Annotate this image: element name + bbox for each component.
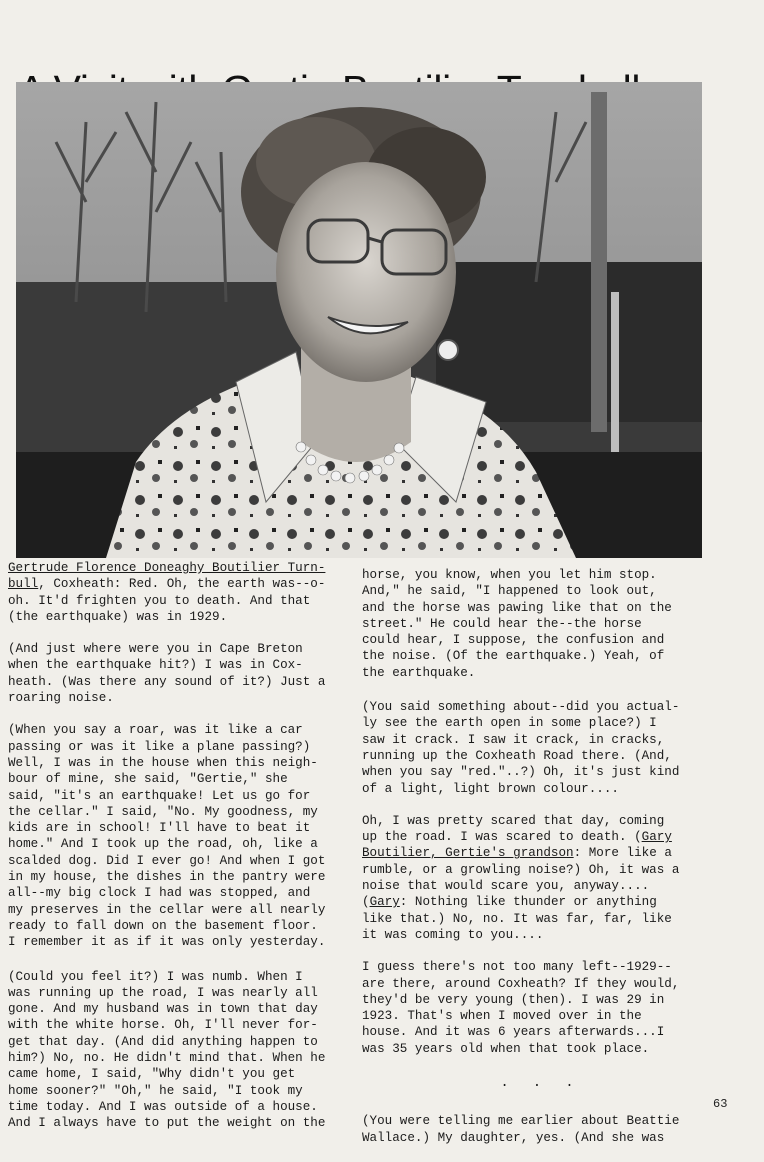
paragraph-7-part-c: : Nothing like thunder or anything like that.) No, no. It was far, far, like it was coming to you.... bbox=[362, 895, 672, 942]
right-column bbox=[362, 567, 712, 1162]
paragraph-7-part-b: : More like a rumble, or a growling noise?) Oh, it was a noise that would scare you, anyway.... ( bbox=[362, 846, 680, 910]
paragraph-6: (You said something about--did you actual- ly see the earth open in some place?) I saw it crack. I saw it crack, in cracks, running up the Coxheath Road there. (And, when you say "red."..?) Oh, it's just kind of a light, light brown colour.... bbox=[362, 700, 680, 796]
paragraph-5: horse, you know, when you let him stop. And," he said, "I happened to look out, and the horse was pawing like that on the street." He could hear the--the horse could hear, I suppose, the confusion and the noise. (Of the earthquake.) Yeah, of the earthquake. bbox=[362, 568, 672, 680]
interviewer-name: Gary Boutilier, Gertie's grandson bbox=[362, 830, 672, 861]
paragraph-8: I guess there's not too many left--1929-- are there, around Coxheath? If they would, they'd be very young (then). I was 29 in 1923. That's when I moved over in the house. And it was 6 years afterwards...I was 35 years old when that took place. bbox=[362, 960, 680, 1056]
left-column bbox=[8, 560, 348, 1148]
paragraph-4: (Could you feel it?) I was numb. When I was running up the road, I was nearly all gone. And my husband was in town that day with the white horse. Oh, I'll never for- get that day. (And did anything happen to him?) No, no. He didn't mind that. When he came home, I said, "Why didn't you get home sooner?" "Oh," he said, "I took my time today. And I was outside of a house. And I always have to put the weight on the bbox=[8, 969, 326, 1131]
portrait-photo bbox=[16, 82, 702, 558]
paragraph-1-text: , Coxheath: Red. Oh, the earth was--o- oh. It'd frighten you to death. And that (the earthquake) was in 1929. bbox=[8, 577, 326, 624]
interviewer-name-short: Gary bbox=[369, 895, 400, 910]
speaker-name: Gertrude Florence Doneaghy Boutilier Turn- bull bbox=[8, 561, 326, 592]
paragraph-2: (And just where were you in Cape Breton when the earthquake hit?) I was in Cox- heath. (Was there any sound of it?) Just a roaring noise. bbox=[8, 642, 326, 706]
paragraph-3: (When you say a roar, was it like a car passing or was it like a plane passing?) Well, I was in the house when this neigh- bour of mine, she said, "Gertie," she said, "it's an earthquake! Let us go for the cellar." I said, "No. My goodness, my kids are in school! I'll have to beat it home." And I took up the road, oh, like a scalded dog. Did I ever go! And when I got in my house, the dishes in the pantry were all--my big clock I had was stopped, and my preserves in the cellar were all nearly ready to fall down on the basement floor. I remember it as if it was only yesterday. bbox=[8, 723, 326, 950]
section-separator: ... bbox=[500, 1075, 598, 1092]
paragraph-1 bbox=[8, 560, 348, 625]
paragraph-7 bbox=[362, 813, 712, 943]
page-number: 63 bbox=[713, 1097, 728, 1111]
paragraph-9: (You were telling me earlier about Beattie Wallace.) My daughter, yes. (And she was bbox=[362, 1114, 680, 1145]
paragraph-7-part-a: Oh, I was pretty scared that day, coming up the road. I was scared to death. ( bbox=[362, 813, 665, 845]
